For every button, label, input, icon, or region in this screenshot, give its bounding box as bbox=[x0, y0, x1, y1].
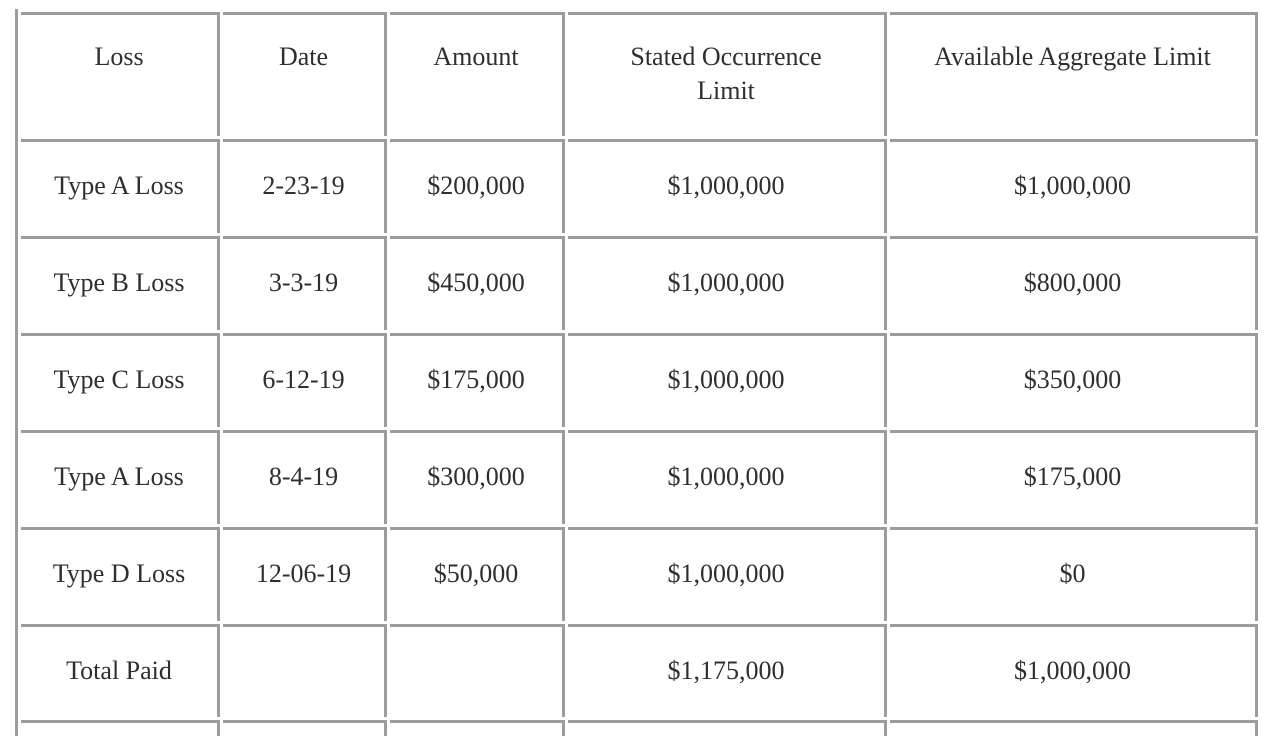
cell-stated-occurrence-limit: $1,000,000 bbox=[568, 527, 887, 621]
cell-total-available-aggregate-limit: $1,000,000 bbox=[890, 624, 1258, 717]
cell-stated-occurrence-limit: $1,000,000 bbox=[568, 139, 887, 233]
cutoff-cell bbox=[390, 720, 565, 736]
cell-date: 6-12-19 bbox=[223, 333, 387, 427]
table-row bbox=[21, 236, 1258, 330]
cutoff-cell bbox=[568, 720, 887, 736]
column-header-date-label: Date bbox=[278, 42, 329, 71]
cutoff-cell bbox=[890, 720, 1258, 736]
cell-amount: $50,000 bbox=[390, 527, 565, 621]
cell-amount: $300,000 bbox=[390, 430, 565, 524]
cell-loss: Type A Loss bbox=[21, 430, 220, 524]
loss-history-table bbox=[15, 9, 1261, 736]
cell-loss: Type A Loss bbox=[21, 139, 220, 233]
cell-available-aggregate-limit: $800,000 bbox=[890, 236, 1258, 330]
cell-total-paid-label: Total Paid bbox=[21, 624, 220, 717]
cutoff-row bbox=[21, 720, 1258, 736]
cell-amount: $175,000 bbox=[390, 333, 565, 427]
cell-available-aggregate-limit: $175,000 bbox=[890, 430, 1258, 524]
column-header-available-aggregate-limit bbox=[890, 12, 1258, 136]
cell-date: 3-3-19 bbox=[223, 236, 387, 330]
cell-available-aggregate-limit: $350,000 bbox=[890, 333, 1258, 427]
cell-date: 12-06-19 bbox=[223, 527, 387, 621]
column-header-stated-occurrence-limit-label: Stated Occurrence Limit bbox=[630, 42, 822, 105]
header-row bbox=[21, 12, 1258, 136]
cutoff-cell bbox=[21, 720, 220, 736]
table-row bbox=[21, 139, 1258, 233]
cell-amount: $450,000 bbox=[390, 236, 565, 330]
column-header-date bbox=[223, 12, 387, 136]
total-paid-row bbox=[21, 624, 1258, 717]
column-header-amount-label: Amount bbox=[433, 42, 519, 71]
table-header bbox=[21, 12, 1258, 136]
cell-stated-occurrence-limit: $1,000,000 bbox=[568, 236, 887, 330]
table-row bbox=[21, 333, 1258, 427]
cell-date: 8-4-19 bbox=[223, 430, 387, 524]
table-row bbox=[21, 527, 1258, 621]
column-header-loss bbox=[21, 12, 220, 136]
cell-amount-empty bbox=[390, 624, 565, 717]
cell-date-empty bbox=[223, 624, 387, 717]
column-header-loss-label: Loss bbox=[94, 42, 144, 71]
cell-stated-occurrence-limit: $1,000,000 bbox=[568, 430, 887, 524]
cell-available-aggregate-limit: $0 bbox=[890, 527, 1258, 621]
cell-stated-occurrence-limit: $1,000,000 bbox=[568, 333, 887, 427]
column-header-stated-occurrence-limit bbox=[568, 12, 887, 136]
cell-loss: Type B Loss bbox=[21, 236, 220, 330]
cell-available-aggregate-limit: $1,000,000 bbox=[890, 139, 1258, 233]
cell-loss: Type C Loss bbox=[21, 333, 220, 427]
table-row bbox=[21, 430, 1258, 524]
cutoff-cell bbox=[223, 720, 387, 736]
column-header-available-aggregate-limit-label: Available Aggregate Limit bbox=[934, 42, 1211, 71]
table-body bbox=[21, 139, 1258, 736]
column-header-amount bbox=[390, 12, 565, 136]
cell-loss: Type D Loss bbox=[21, 527, 220, 621]
cell-amount: $200,000 bbox=[390, 139, 565, 233]
cell-total-stated-occurrence-limit: $1,175,000 bbox=[568, 624, 887, 717]
cell-date: 2-23-19 bbox=[223, 139, 387, 233]
